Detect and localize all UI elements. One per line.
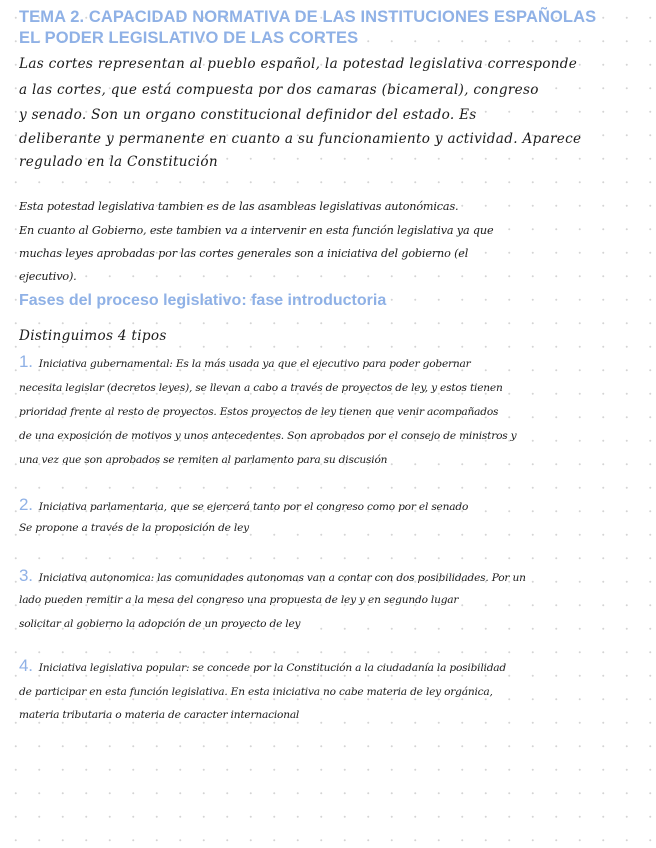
list-item-text: Iniciativa autonomica: las comunidades autonomas van a contar con dos posibilidades. Por un [38,572,526,584]
list-item-line: una vez que son aprobados se remiten al parlamento para su discusión [19,454,388,466]
section-intro: Distinguimos 4 tipos [19,328,167,344]
list-item-1 [19,352,646,372]
intro-line: a las cortes, que está compuesta por dos camaras (bicameral), congreso [19,82,539,98]
list-item-text: Iniciativa legislativa popular: se concede por la Constitución a la ciudadanía la posibilidad [38,662,506,674]
list-item-3 [19,566,646,586]
list-item-line: necesita legislar (decretos leyes), se llevan a cabo a través de proyectos de ley, y estos tienen [19,382,503,394]
list-item-text: Iniciativa gubernamental: Es la más usada ya que el ejecutivo para poder gobernar [38,358,471,370]
list-item-4 [19,656,646,676]
paragraph-line: muchas leyes aprobadas por las cortes generales son a iniciativa del gobierno (el [19,247,469,260]
list-number: 1. [19,352,33,371]
intro-line: y senado. Son un organo constitucional definidor del estado. Es [19,107,477,123]
list-item-text: Iniciativa parlamentaria, que se ejercerá tanto por el congreso como por el senado [38,501,469,513]
intro-line: Las cortes representan al pueblo español, la potestad legislativa corresponde [19,56,578,72]
list-item-line: prioridad frente al resto de proyectos. Estos proyectos de ley tienen que venir acompañados [19,406,499,418]
list-item-line: solicitar al gobierno la adopción de un proyecto de ley [19,618,301,630]
list-item-line: materia tributaria o materia de caracter internacional [19,709,300,721]
list-item-line: Se propone a través de la proposición de ley [19,522,249,534]
intro-line: regulado en la Constitución [19,154,218,170]
list-number: 2. [19,495,33,514]
paragraph-line: Esta potestad legislativa tambien es de las asambleas legislativas autonómicas. [19,200,459,213]
list-item-line: de una exposición de motivos y unos antecedentes. Son aprobados por el consejo de ministros y [19,430,517,442]
list-number: 4. [19,656,33,675]
list-number: 3. [19,566,33,585]
intro-line: deliberante y permanente en cuanto a su funcionamiento y actividad. Aparece [19,131,582,147]
list-item-2 [19,495,646,515]
list-item-line: de participar en esta función legislativa. En esta iniciativa no cabe materia de ley orgánica, [19,686,493,698]
page-title: TEMA 2. CAPACIDAD NORMATIVA DE LAS INSTITUCIONES ESPAÑOLAS [19,8,597,26]
list-item-line: lado pueden remitir a la mesa del congreso una propuesta de ley y en segundo lugar [19,594,459,606]
paragraph-line: ejecutivo). [19,270,77,283]
page-subtitle: EL PODER LEGISLATIVO DE LAS CORTES [19,29,359,47]
paragraph-line: En cuanto al Gobierno, este tambien va a intervenir en esta función legislativa ya que [19,224,494,237]
section-heading: Fases del proceso legislativo: fase introductoria [19,292,387,309]
